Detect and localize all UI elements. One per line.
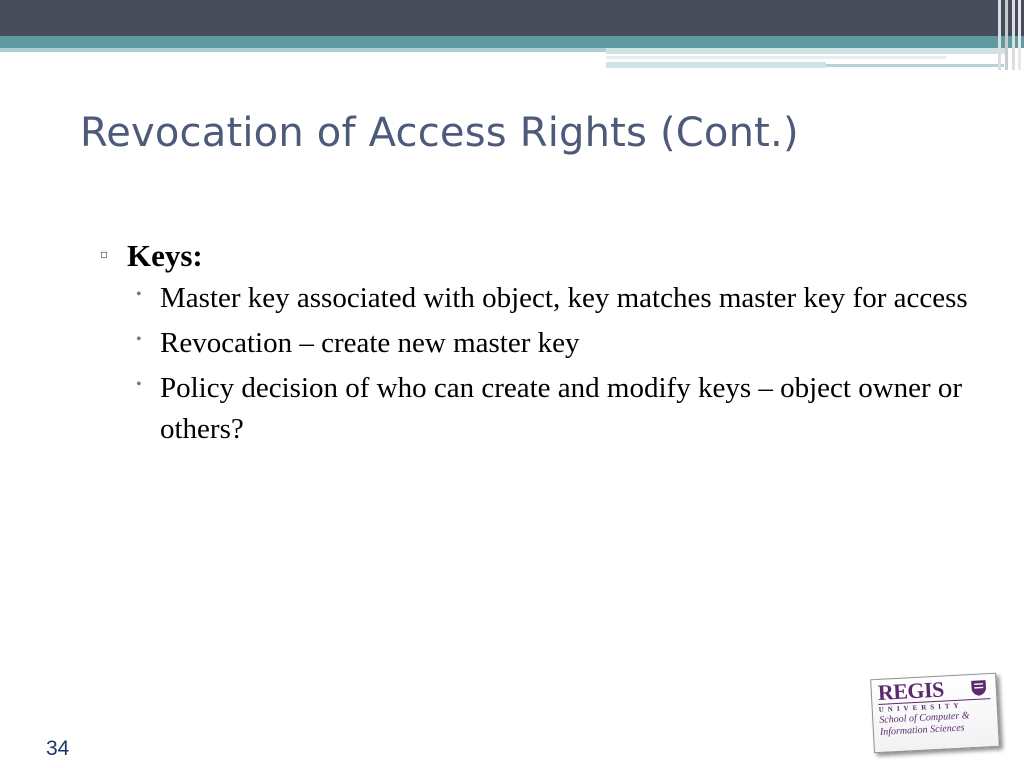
list-item — [132, 368, 980, 450]
header-band-teal — [0, 36, 1024, 48]
logo-school-line2: Information Sciences — [879, 722, 965, 738]
header-accent-line — [606, 48, 1006, 54]
bullet-level2-list — [132, 278, 980, 450]
dot-bullet-icon: • — [136, 376, 142, 393]
header-stripes — [996, 0, 1024, 70]
slide-title: Revocation of Access Rights (Cont.) — [80, 110, 799, 156]
list-item — [132, 278, 980, 319]
list-item-text: Policy decision of who can create and modify keys – object owner or others? — [160, 372, 963, 445]
header-accent-line — [606, 62, 826, 68]
slide-body — [100, 238, 980, 454]
header-band-light — [0, 48, 606, 52]
dot-bullet-icon: • — [136, 286, 142, 303]
square-bullet-icon: ▫ — [100, 247, 109, 261]
dot-bullet-icon: • — [136, 331, 142, 348]
list-item-text: Revocation – create new master key — [160, 327, 580, 359]
list-item-text: Master key associated with object, key matches master key for access — [160, 282, 968, 314]
list-item — [132, 323, 980, 364]
header-accent-line — [606, 56, 946, 59]
bullet-level1-text: Keys: — [127, 238, 203, 273]
regis-university-logo — [870, 673, 1000, 753]
logo-subtitle: UNIVERSITY — [878, 698, 990, 715]
slide-number: 34 — [46, 737, 70, 760]
shield-icon — [969, 678, 988, 697]
header-accent-line — [826, 64, 1004, 67]
logo-name: REGIS — [877, 676, 945, 705]
logo-school-line1: School of Computer & — [879, 710, 970, 726]
header-band-dark — [0, 0, 1024, 36]
bullet-level1 — [100, 238, 980, 274]
